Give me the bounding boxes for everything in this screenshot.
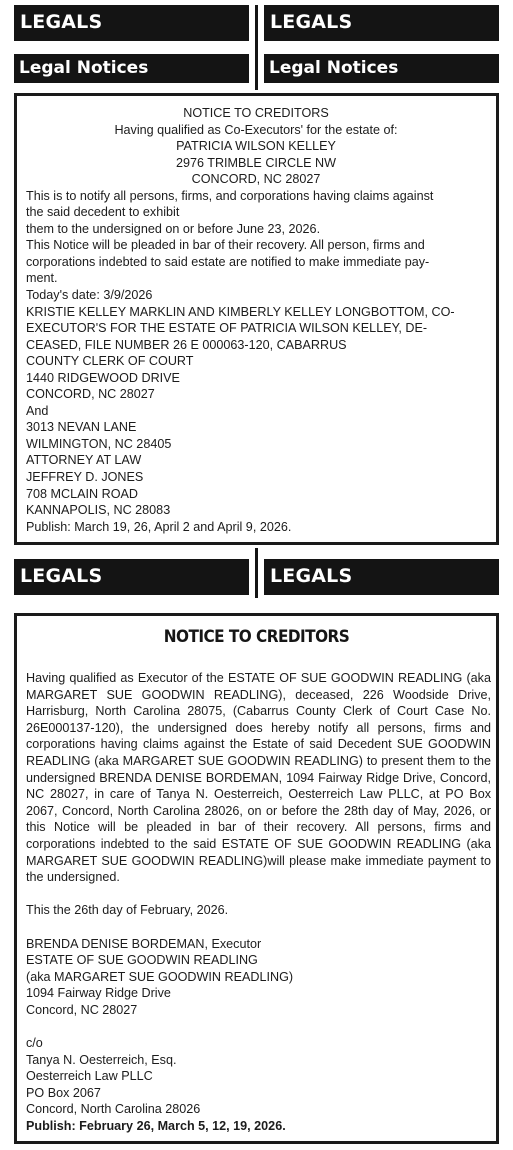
notice-1-line: This Notice will be pleaded in bar of their recovery. All person, firms and bbox=[26, 238, 425, 253]
column-divider-top bbox=[255, 5, 258, 90]
notice-1-publish-line: Publish: March 19, 26, April 2 and April 9, 2026. bbox=[26, 519, 292, 534]
notice-2-signature-line: (aka MARGARET SUE GOODWIN READLING) bbox=[26, 969, 294, 984]
legals-header-left-text: LEGALS bbox=[20, 11, 103, 33]
notice-2-signature-line: 1094 Fairway Ridge Drive bbox=[26, 986, 171, 1001]
notice-2-paragraph: Having qualified as Executor of the ESTATE OF SUE GOODWIN READLING (aka MARGARET SUE GOODWIN READLING), deceased, 226 Woodside Drive, Harrisburg, North Carolina 28075, (Cabarrus County Clerk of Court Case No. 26E000137-120), the undersigned does hereby notify all persons, firms and corporations having claims against the Estate of said Decedent SUE GOODWIN READLING (aka MARGARET SUE GOODWIN READLING) to present them to the undersigned BRENDA DENISE BORDEMAN, 1094 Fairway Ridge Drive, Concord, NC 28027, in care of Tanya N. Oesterreich, Oesterreich Law PLLC, at PO Box 2067, Concord, North Carolina 28026, on or before the 28th day of May, 2026, or this Notice will be pleaded in bar of their recovery. All persons, firms and corporations indebted to the said ESTATE OF SUE GOODWIN READLING (aka MARGARET SUE GOODWIN READLING)will please make immediate payment to the undersigned. bbox=[26, 671, 491, 885]
notice-2-body bbox=[26, 670, 491, 1135]
legals-header-right-text: LEGALS bbox=[270, 11, 353, 33]
notice-2-signature-line: BRENDA DENISE BORDEMAN, Executor bbox=[26, 936, 262, 951]
notice-1-title: NOTICE TO CREDITORS bbox=[183, 106, 329, 120]
notice-1-line: corporations indebted to said estate are notified to make immediate pay- bbox=[26, 254, 430, 269]
notice-1-line: KRISTIE KELLEY MARKLIN AND KIMBERLY KELLEY LONGBOTTOM, CO- bbox=[26, 304, 455, 319]
notice-2-attorney-line: PO Box 2067 bbox=[26, 1085, 101, 1100]
notice-1-line: And bbox=[26, 403, 49, 418]
notice-1-line: them to the undersigned on or before June 23, 2026. bbox=[26, 221, 321, 236]
notice-2-attorney-line: Oesterreich Law PLLC bbox=[26, 1069, 153, 1084]
notice-1-line: EXECUTOR'S FOR THE ESTATE OF PATRICIA WILSON KELLEY, DE- bbox=[26, 321, 428, 336]
legals-header-left-2-text: LEGALS bbox=[20, 565, 103, 587]
notice-1-body bbox=[26, 105, 486, 535]
legal-notices-subheader-left bbox=[14, 54, 249, 83]
legals-header-left bbox=[14, 5, 249, 41]
notice-1-decedent-name: PATRICIA WILSON KELLEY bbox=[176, 139, 336, 154]
notice-1-line: COUNTY CLERK OF COURT bbox=[26, 354, 194, 369]
notice-2-date-line: This the 26th day of February, 2026. bbox=[26, 903, 229, 918]
notice-1-line: KANNAPOLIS, NC 28083 bbox=[26, 503, 171, 518]
notice-2-title: NOTICE TO CREDITORS bbox=[163, 627, 350, 647]
notice-1-line: ATTORNEY AT LAW bbox=[26, 453, 142, 468]
notice-1-line: This is to notify all persons, firms, and corporations having claims against bbox=[26, 188, 434, 203]
notice-1-line: CONCORD, NC 28027 bbox=[26, 387, 155, 402]
notice-1-line: WILMINGTON, NC 28405 bbox=[26, 436, 172, 451]
notice-1-line: ment. bbox=[26, 271, 58, 286]
legals-header-right-2 bbox=[264, 559, 499, 595]
legals-header-left-2 bbox=[14, 559, 249, 595]
notice-1-line: 3013 NEVAN LANE bbox=[26, 420, 137, 435]
notice-1-decedent-address-1: 2976 TRIMBLE CIRCLE NW bbox=[175, 155, 337, 170]
notice-1-intro: Having qualified as Co-Executors' for the estate of: bbox=[114, 122, 398, 137]
notice-1-line: CEASED, FILE NUMBER 26 E 000063-120, CABARRUS bbox=[26, 337, 347, 352]
notice-1-decedent-address-2: CONCORD, NC 28027 bbox=[191, 172, 321, 187]
notice-2-attorney-line: c/o bbox=[26, 1036, 43, 1051]
notice-2-signature-line: Concord, NC 28027 bbox=[26, 1002, 138, 1017]
notice-1-line: the said decedent to exhibit bbox=[26, 205, 180, 220]
legals-header-right-2-text: LEGALS bbox=[270, 565, 353, 587]
notice-1-line: JEFFREY D. JONES bbox=[26, 470, 144, 485]
notice-2-publish-line: Publish: February 26, March 5, 12, 19, 2026. bbox=[26, 1119, 286, 1134]
notice-to-creditors-kelley bbox=[14, 93, 499, 545]
notice-to-creditors-readling bbox=[14, 613, 499, 1144]
notice-1-line: 708 MCLAIN ROAD bbox=[26, 486, 138, 501]
column-divider-mid bbox=[255, 548, 258, 598]
notice-2-signature-line: ESTATE OF SUE GOODWIN READLING bbox=[26, 953, 258, 968]
notice-1-line: Today's date: 3/9/2026 bbox=[26, 288, 153, 303]
legal-notices-subheader-left-text: Legal Notices bbox=[19, 58, 149, 78]
legals-header-right bbox=[264, 5, 499, 41]
notice-1-line: 1440 RIDGEWOOD DRIVE bbox=[26, 370, 180, 385]
notice-2-attorney-line: Tanya N. Oesterreich, Esq. bbox=[26, 1052, 177, 1067]
notice-2-attorney-line: Concord, North Carolina 28026 bbox=[26, 1102, 201, 1117]
legal-notices-subheader-right bbox=[264, 54, 499, 83]
legal-notices-subheader-right-text: Legal Notices bbox=[269, 58, 399, 78]
